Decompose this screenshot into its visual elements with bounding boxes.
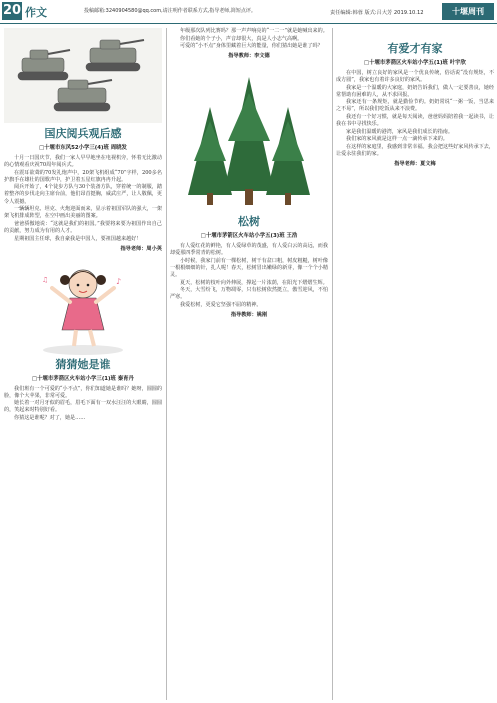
paragraph: 我爱松树，更爱它坚强不屈的精神。 (180, 302, 262, 309)
contact-line: 投稿邮箱:3240904580@qq.com,请注明作者联系方式,指导老师,简短点评。 (84, 8, 256, 14)
editor-meta: 责任编辑:韩蓉 版式:吕大芳 2019.10.12 (330, 10, 424, 16)
column-left (4, 28, 162, 423)
article-body (4, 155, 162, 243)
article-body (4, 386, 162, 422)
paragraph: 在震耳欲聋的70发礼炮声中，20架飞机组成“70”字样，200多名护旗手在雄壮的国歌声中，护卫着五星红旗冉冉升起。 (4, 169, 162, 183)
article-title: 松树 (238, 215, 260, 229)
paragraph: 我家还有一条规矩，就是勤俭节约。奶奶常说“一粥一饭，当思来之不易”，所以我们吃饭从来不浪费。 (336, 99, 494, 113)
svg-text:♫: ♫ (42, 275, 49, 284)
paragraph: 阅兵开始了，4个徒步方队与30个装备方队，穿着统一的制服，踏着整齐的步伐走向主席台前，他们昂首挺胸，威武庄严，让人敬佩，更令人震撼。 (4, 184, 162, 205)
paragraph: 我还有一个好习惯，就是每天阅读，爸爸妈妈陪着我一起读书，让我在书中寻找快乐。 (336, 114, 494, 128)
cartoon-girl-illustration (4, 258, 162, 358)
paragraph: 家是我们温暖的港湾，家风是我们成长的指南。 (346, 128, 453, 135)
paragraph: 你们看她的个子小，声音却很大，真是人小志气高啊。 (180, 35, 303, 42)
paragraph: 我家是一个温暖的大家庭，奶奶告诉我们，做人一定要善良，她经常帮助有困难的人，从不求回报。 (336, 84, 494, 98)
paragraph: 年级那次队列比赛吗？那一声声响亮的“一二一”就是她喊出来的。 (180, 28, 328, 34)
svg-text:♪: ♪ (116, 276, 122, 286)
paragraph: 有人爱红花的鲜艳，有人爱绿草的茂盛，有人爱白云的高远，而我却爱那四季常青的松树。 (170, 243, 328, 257)
page-header (0, 0, 497, 24)
section-title: 作文 (25, 6, 47, 19)
paragraph: 冬天，大雪纷飞，万物凋零，只有松树依然挺立，傲雪迎风，不怕严寒。 (170, 287, 328, 301)
publication-logo: 十堰周刊 (442, 3, 494, 20)
article-title: 国庆阅兵观后感 (44, 127, 122, 140)
article-body (170, 28, 328, 50)
paragraph: 夏天，松树的枝叶向外伸展，撑起一片浓荫，在阳光下熠熠生辉。 (180, 279, 328, 286)
pine-trees-illustration (170, 71, 328, 211)
paragraph: 她长着一对月牙似的眉毛，眉毛下面有一双水汪汪的大眼睛，圆圆的，笑起来时特别好看。 (4, 400, 162, 414)
teacher-credit: 指导老师：周小英 (120, 245, 162, 252)
page-number: 20 (2, 3, 22, 18)
paragraph: 我们班有一个可爱的“小不点”，你们知道她是谁吗？她呀，圆圆的脸，像个大苹果，非常可爱。 (4, 385, 162, 399)
article-title: 猜猜她是谁 (55, 357, 111, 371)
paragraph: 小时候，我家门前有一棵松树，树干有盆口粗，树皮粗糙，树叶像一根根细细的针，扎人呢！春天，松树冒出嫩绿的新芽，像一个个小精灵。 (170, 257, 328, 279)
teacher-credit: 指导老师：夏文梅 (394, 161, 436, 168)
paragraph: 你猜这是谁呢？对了，她是…… (14, 415, 86, 421)
article-byline: □十堰市茅箭区火车站小学五(3)班 王浩 (200, 233, 298, 240)
article-body (170, 243, 328, 309)
column-middle (170, 28, 328, 318)
article-byline: □十堰市茅箭区火车站小学三(1)班 秦育丹 (32, 375, 134, 382)
paragraph: 在这样的家庭里，我感到非常幸福。我会把这些好家风传承下去，让爱永驻我们的家。 (336, 143, 494, 158)
paragraph: 十月一日国庆节，我们一家人早早地坐在电视机旁，怀着无比激动的心情观看庆祝70周年阅兵式。 (4, 155, 162, 169)
paragraph: 在中国，树立良好的家风是一个优良传统，俗话说“没有规矩，不成方圆”，我家也有着许多良好的家风。 (336, 70, 494, 84)
paragraph: 一辆辆坦克、坦克、火炮迎面而来，显示着祖国军队的强大，一架架飞机排成阵型，在空中画出美丽的图案。 (4, 206, 162, 220)
article-byline: □十堰市茅箭区火车站小学五(1)班 叶宇欣 (364, 60, 466, 66)
column-divider (166, 28, 167, 700)
paragraph: 我们家的家风就是这样一点一滴传承下来的。 (346, 136, 448, 143)
paragraph: 可爱的“小不点”身体里藏着巨大的能量，你们猜出她是谁了吗？ (180, 43, 323, 50)
article-body (336, 70, 494, 158)
paragraph: 爸爸骄傲地说：“这就是我们的祖国。”我要将来要为祖国作出自己的贡献，努力成为有用的人才。 (4, 220, 162, 234)
paragraph: 星期祖国主任球，我自豪我是中国人，要祖国越来越好！ (14, 235, 142, 242)
column-right (336, 28, 494, 167)
teacher-credit: 指导教师：姚刚 (230, 312, 268, 319)
article-title: 有爱才有家 (387, 42, 443, 55)
article-byline: □十堰市东风52小学三(4)班 周晓发 (39, 145, 127, 151)
tank-parade-illustration (4, 28, 162, 123)
column-divider (332, 28, 333, 700)
teacher-credit: 指导教师：李文德 (228, 53, 270, 60)
